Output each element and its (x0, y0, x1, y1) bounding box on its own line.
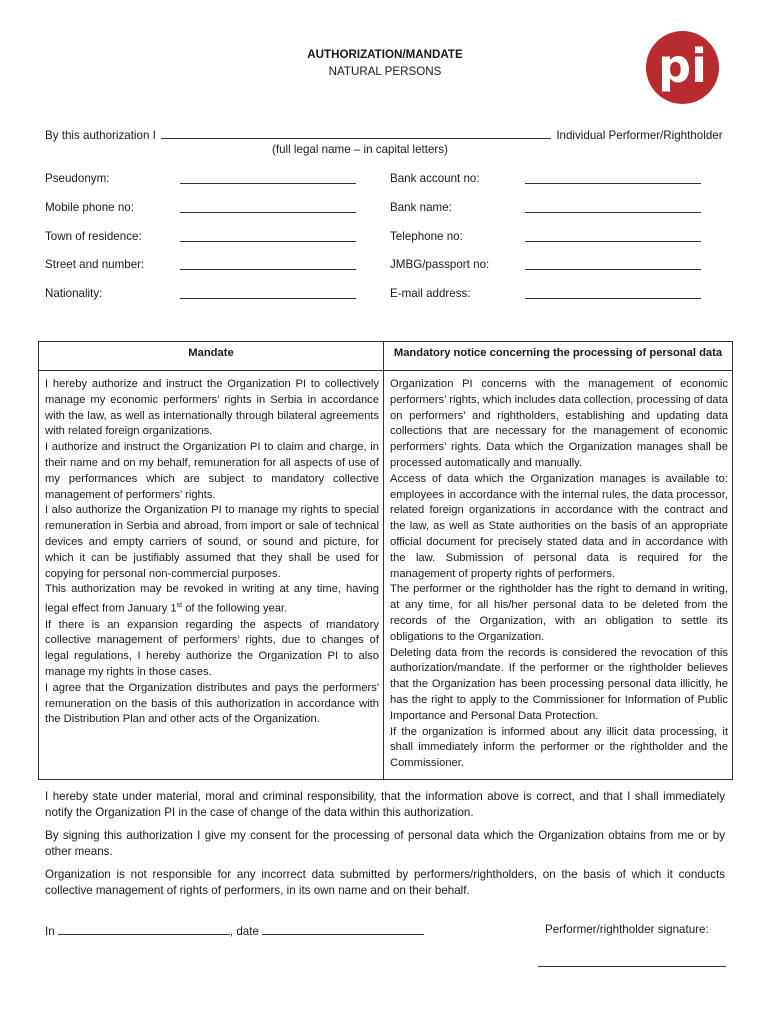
pseudonym-label: Pseudonym: (45, 172, 110, 185)
notice-paragraph: The performer or the rightholder has the right to demand in writing, at any time, for all his/her personal data to be deleted from the records of the Organization, with an obligation to settle its obligations to the Organization. (390, 583, 728, 643)
mandate-paragraph (45, 582, 379, 617)
revocation-text-end: of the following year. (182, 602, 288, 615)
pseudonym-field[interactable] (180, 183, 356, 184)
date-field[interactable] (262, 923, 424, 935)
street-field[interactable] (180, 269, 356, 270)
town-label: Town of residence: (45, 230, 142, 243)
jmbg-passport-field[interactable] (525, 269, 701, 270)
bank-name-label: Bank name: (390, 201, 452, 214)
mandate-column (39, 371, 384, 780)
place-field[interactable] (58, 923, 230, 935)
notice-paragraph: If the organization is informed about any illicit data processing, it shall immediately inform the performer or the rightholder and the Commissioner. (390, 725, 728, 770)
signature-field[interactable] (538, 966, 726, 967)
mandate-paragraph: I authorize and instruct the Organization PI to claim and charge, in their name and on my behalf, remuneration for all aspects of use of my performances which are subject to mandatory collective management of performers’ rights. (45, 441, 379, 501)
document-subtitle: NATURAL PERSONS (328, 65, 442, 78)
mobile-phone-field[interactable] (180, 212, 356, 213)
nationality-label: Nationality: (45, 287, 103, 300)
revocation-sup: st (176, 602, 183, 610)
notice-paragraph: Organization PI concerns with the management of economic performers’ rights, which includes data collection, processing of data on performers’ and rightholders, establishing and updating data collections that are necessary for the management of economic performers’ rights. Data which the Organization manages shall be processed automatically and manually. (390, 378, 728, 469)
full-name-field[interactable] (161, 127, 551, 139)
town-field[interactable] (180, 241, 356, 242)
pi-logo (645, 30, 720, 105)
document-title: AUTHORIZATION/MANDATE (307, 48, 463, 61)
date-label: , date (229, 925, 259, 938)
signature-label: Performer/rightholder signature: (545, 923, 709, 936)
mandate-notice-table (38, 341, 733, 780)
email-field[interactable] (525, 298, 701, 299)
email-label: E-mail address: (390, 287, 471, 300)
telephone-label: Telephone no: (390, 230, 463, 243)
logo-text: pi (658, 39, 707, 93)
street-label: Street and number: (45, 258, 145, 271)
mandate-paragraph: I hereby authorize and instruct the Organization PI to collectively manage my economic performers’ rights in Serbia in accordance with the law, as well as internationally through bilateral agreements with related foreign organizations. (45, 378, 379, 438)
intro-line (45, 127, 725, 142)
bank-name-field[interactable] (525, 212, 701, 213)
intro-suffix: Individual Performer/Rightholder (556, 129, 723, 142)
mandate-paragraph: I agree that the Organization distributes and pays the performers' remuneration on the basis of this authorization in accordance with the Distribution Plan and other acts of the Organization. (45, 681, 379, 726)
statement-responsibility: I hereby state under material, moral and criminal responsibility, that the information above is correct, and that I shall immediately notify the Organization PI in the case of change of the data within this authorization. (45, 790, 725, 819)
full-name-note: (full legal name – in capital letters) (272, 143, 448, 156)
statement-consent: By signing this authorization I give my consent for the processing of personal data which the Organization obtains from me or by other means. (45, 829, 725, 858)
notice-column (384, 371, 733, 780)
statement-disclaimer: Organization is not responsible for any incorrect data submitted by performers/rightholders, on the basis of which it conducts collective management of rights of performers, in its own name and on their behalf. (45, 868, 725, 897)
jmbg-passport-label: JMBG/passport no: (390, 258, 490, 271)
notice-paragraph: Deleting data from the records is considered the revocation of this authorization/mandate. If the performer or the rightholder believes that the Organization has been processing personal data illicitly, he has the right to apply to the Commissioner for Information of Public Importance and Personal Data Protection. (390, 646, 728, 722)
mandate-paragraph: If there is an expansion regarding the aspects of mandatory collective management of performers’ rights, due to changes of legal regulations, I hereby authorize the Organization PI to also manage my rights in those cases. (45, 618, 379, 679)
in-label: In (45, 925, 55, 938)
mobile-phone-label: Mobile phone no: (45, 201, 134, 214)
bank-account-label: Bank account no: (390, 172, 480, 185)
nationality-field[interactable] (180, 298, 356, 299)
notice-heading: Mandatory notice concerning the processing of personal data (384, 342, 733, 371)
revocation-text: This authorization may be revoked in writing at any time, having legal effect from January 1 (45, 583, 379, 615)
mandate-paragraph: I also authorize the Organization PI to manage my rights to special remuneration in Serbia and abroad, from import or sale of technical devices and empty carriers of sound, or sound and picture, for which it can be justifiably assumed that they shall be used for copying for personal non-commercial purposes. (45, 504, 379, 580)
bank-account-field[interactable] (525, 183, 701, 184)
mandate-heading: Mandate (39, 342, 384, 371)
notice-paragraph: Access of data which the Organization manages is available to: employees in accordance with the internal rules, the data processor, related foreign organizations in accordance with the contract and the law, as well as State authorities on the basis of an appropriate official document for precisely stated data and in accordance with the law. Submission of personal data is required for the management of property rights of performers. (390, 472, 728, 580)
telephone-field[interactable] (525, 241, 701, 242)
intro-prefix: By this authorization I (45, 129, 156, 142)
